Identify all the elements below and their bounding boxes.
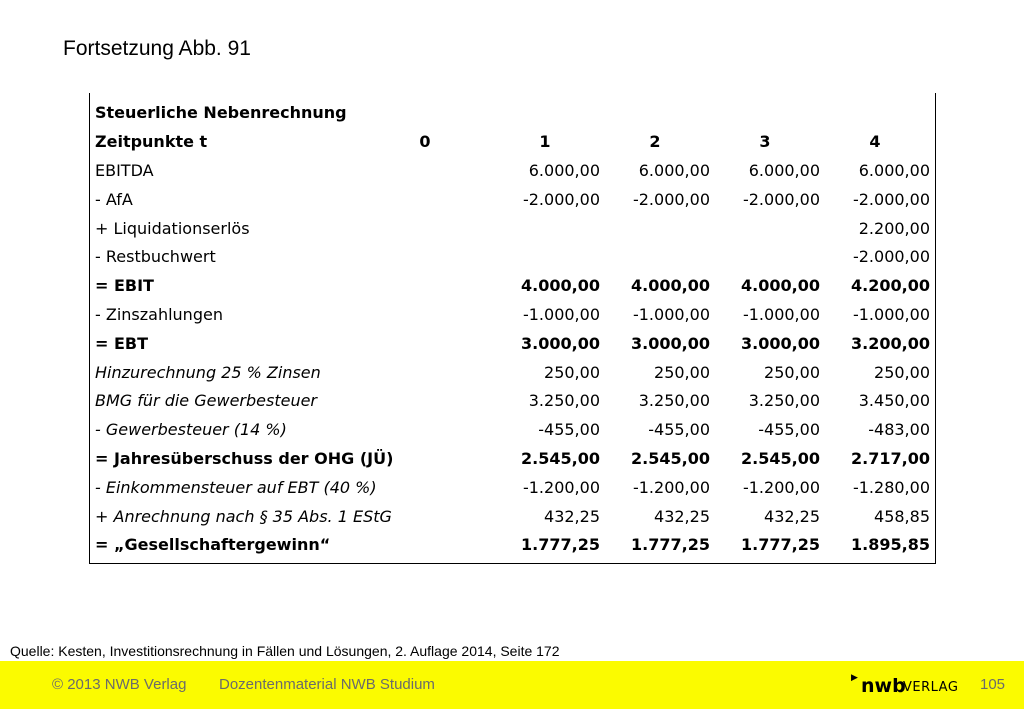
row-value-t4: 3.450,00 <box>858 391 930 411</box>
row-value-t2: 2.545,00 <box>631 449 710 468</box>
row-value-t4: -1.000,00 <box>852 305 930 324</box>
row-value-t2: -1.000,00 <box>632 305 710 324</box>
row-value-t4: 3.200,00 <box>851 333 930 353</box>
logo-sub-text: VERLAG <box>903 680 959 695</box>
row-value-t4: 250,00 <box>874 362 930 382</box>
row-value-t3: 250,00 <box>764 362 820 382</box>
logo-main-text: nwb <box>861 675 906 697</box>
row-value-t1: 250,00 <box>544 362 600 382</box>
row-value-t4: 6.000,00 <box>858 161 930 180</box>
row-value-t3: -1.200,00 <box>742 477 820 497</box>
row-value-t4: 458,85 <box>874 506 930 526</box>
row-label: BMG für die Gewerbesteuer <box>95 391 317 411</box>
header-col-4: 4 <box>869 132 881 151</box>
row-value-t2: 6.000,00 <box>638 161 710 180</box>
row-label: - Einkommensteuer auf EBT (40 %) <box>95 477 377 497</box>
row-value-t4: -2.000,00 <box>852 189 930 209</box>
row-label: Hinzurechnung 25 % Zinsen <box>95 362 321 382</box>
row-value-t1: -2.000,00 <box>522 189 600 209</box>
row-label: - Zinszahlungen <box>95 305 223 324</box>
row-value-t4: -2.000,00 <box>852 247 930 267</box>
row-value-t2: -455,00 <box>648 420 710 440</box>
row-value-t3: 432,25 <box>764 506 820 526</box>
header-label: Zeitpunkte t <box>95 132 208 151</box>
row-label: = EBIT <box>95 276 154 296</box>
row-value-t3: 6.000,00 <box>748 161 820 180</box>
footer-copyright: © 2013 NWB Verlag <box>52 676 187 693</box>
row-label: + Anrechnung nach § 35 Abs. 1 EStG <box>95 506 392 526</box>
table-title: Steuerliche Nebenrechnung <box>95 103 347 122</box>
row-value-t4: 2.200,00 <box>858 218 930 238</box>
row-value-t2: 250,00 <box>654 362 710 382</box>
table-row <box>95 531 935 559</box>
table-header-row <box>95 128 935 156</box>
row-label: + Liquidationserlös <box>95 218 250 238</box>
row-label: = Jahresüberschuss der OHG (JÜ) <box>95 449 394 468</box>
row-value-t1: 6.000,00 <box>528 161 600 180</box>
row-value-t2: 432,25 <box>654 506 710 526</box>
row-value-t2: 3.000,00 <box>631 333 710 353</box>
table-row <box>95 359 935 387</box>
header-col-1: 1 <box>539 132 551 151</box>
row-value-t2: 4.000,00 <box>631 276 710 296</box>
row-value-t1: 1.777,25 <box>521 535 600 555</box>
row-value-t1: -1.000,00 <box>522 305 600 324</box>
row-value-t3: 1.777,25 <box>741 535 820 555</box>
table-row <box>95 215 935 243</box>
row-value-t2: -2.000,00 <box>632 189 710 209</box>
source-citation: Quelle: Kesten, Investitionsrechnung in Fällen und Lösungen, 2. Auflage 2014, Seite 172 <box>10 643 560 659</box>
row-value-t1: 4.000,00 <box>521 276 600 296</box>
row-value-t3: 3.000,00 <box>741 333 820 353</box>
row-label: - Gewerbesteuer (14 %) <box>95 420 287 440</box>
row-value-t3: 2.545,00 <box>741 449 820 468</box>
row-value-t1: 2.545,00 <box>521 449 600 468</box>
row-value-t1: -455,00 <box>538 420 600 440</box>
row-value-t1: -1.200,00 <box>522 477 600 497</box>
slide-title: Fortsetzung Abb. 91 <box>63 37 251 60</box>
row-value-t4: -483,00 <box>868 420 930 440</box>
row-value-t4: 1.895,85 <box>851 535 930 555</box>
row-label: EBITDA <box>95 161 154 180</box>
row-value-t3: 4.000,00 <box>741 276 820 296</box>
table-row <box>95 186 935 214</box>
table-row <box>95 416 935 444</box>
row-value-t2: 1.777,25 <box>631 535 710 555</box>
footer-bar <box>0 661 1024 709</box>
logo-arrow-icon: ▶ <box>851 673 858 683</box>
table-row <box>95 243 935 271</box>
row-label: = „Gesellschaftergewinn“ <box>95 535 331 555</box>
table-row <box>95 445 935 473</box>
row-value-t3: 3.250,00 <box>748 391 820 411</box>
footer-material: Dozentenmaterial NWB Studium <box>219 676 435 693</box>
row-label: - AfA <box>95 189 133 209</box>
tax-calculation-table <box>89 93 936 564</box>
row-value-t1: 432,25 <box>544 506 600 526</box>
row-value-t4: -1.280,00 <box>852 477 930 497</box>
row-value-t4: 2.717,00 <box>851 449 930 468</box>
row-value-t1: 3.250,00 <box>528 391 600 411</box>
row-value-t3: -1.000,00 <box>742 305 820 324</box>
table-row <box>95 330 935 358</box>
row-value-t1: 3.000,00 <box>521 333 600 353</box>
row-value-t2: -1.200,00 <box>632 477 710 497</box>
header-col-0: 0 <box>419 132 431 151</box>
table-row <box>95 157 935 185</box>
row-value-t3: -455,00 <box>758 420 820 440</box>
row-label: - Restbuchwert <box>95 247 216 267</box>
row-value-t4: 4.200,00 <box>851 276 930 296</box>
row-value-t3: -2.000,00 <box>742 189 820 209</box>
table-row <box>95 301 935 329</box>
table-row <box>95 387 935 415</box>
table-title-row <box>95 99 935 127</box>
row-value-t2: 3.250,00 <box>638 391 710 411</box>
table-row <box>95 272 935 300</box>
page-number: 105 <box>980 676 1006 693</box>
table-row <box>95 503 935 531</box>
header-col-2: 2 <box>649 132 661 151</box>
header-col-3: 3 <box>759 132 771 151</box>
row-label: = EBT <box>95 333 149 353</box>
table-row <box>95 474 935 502</box>
